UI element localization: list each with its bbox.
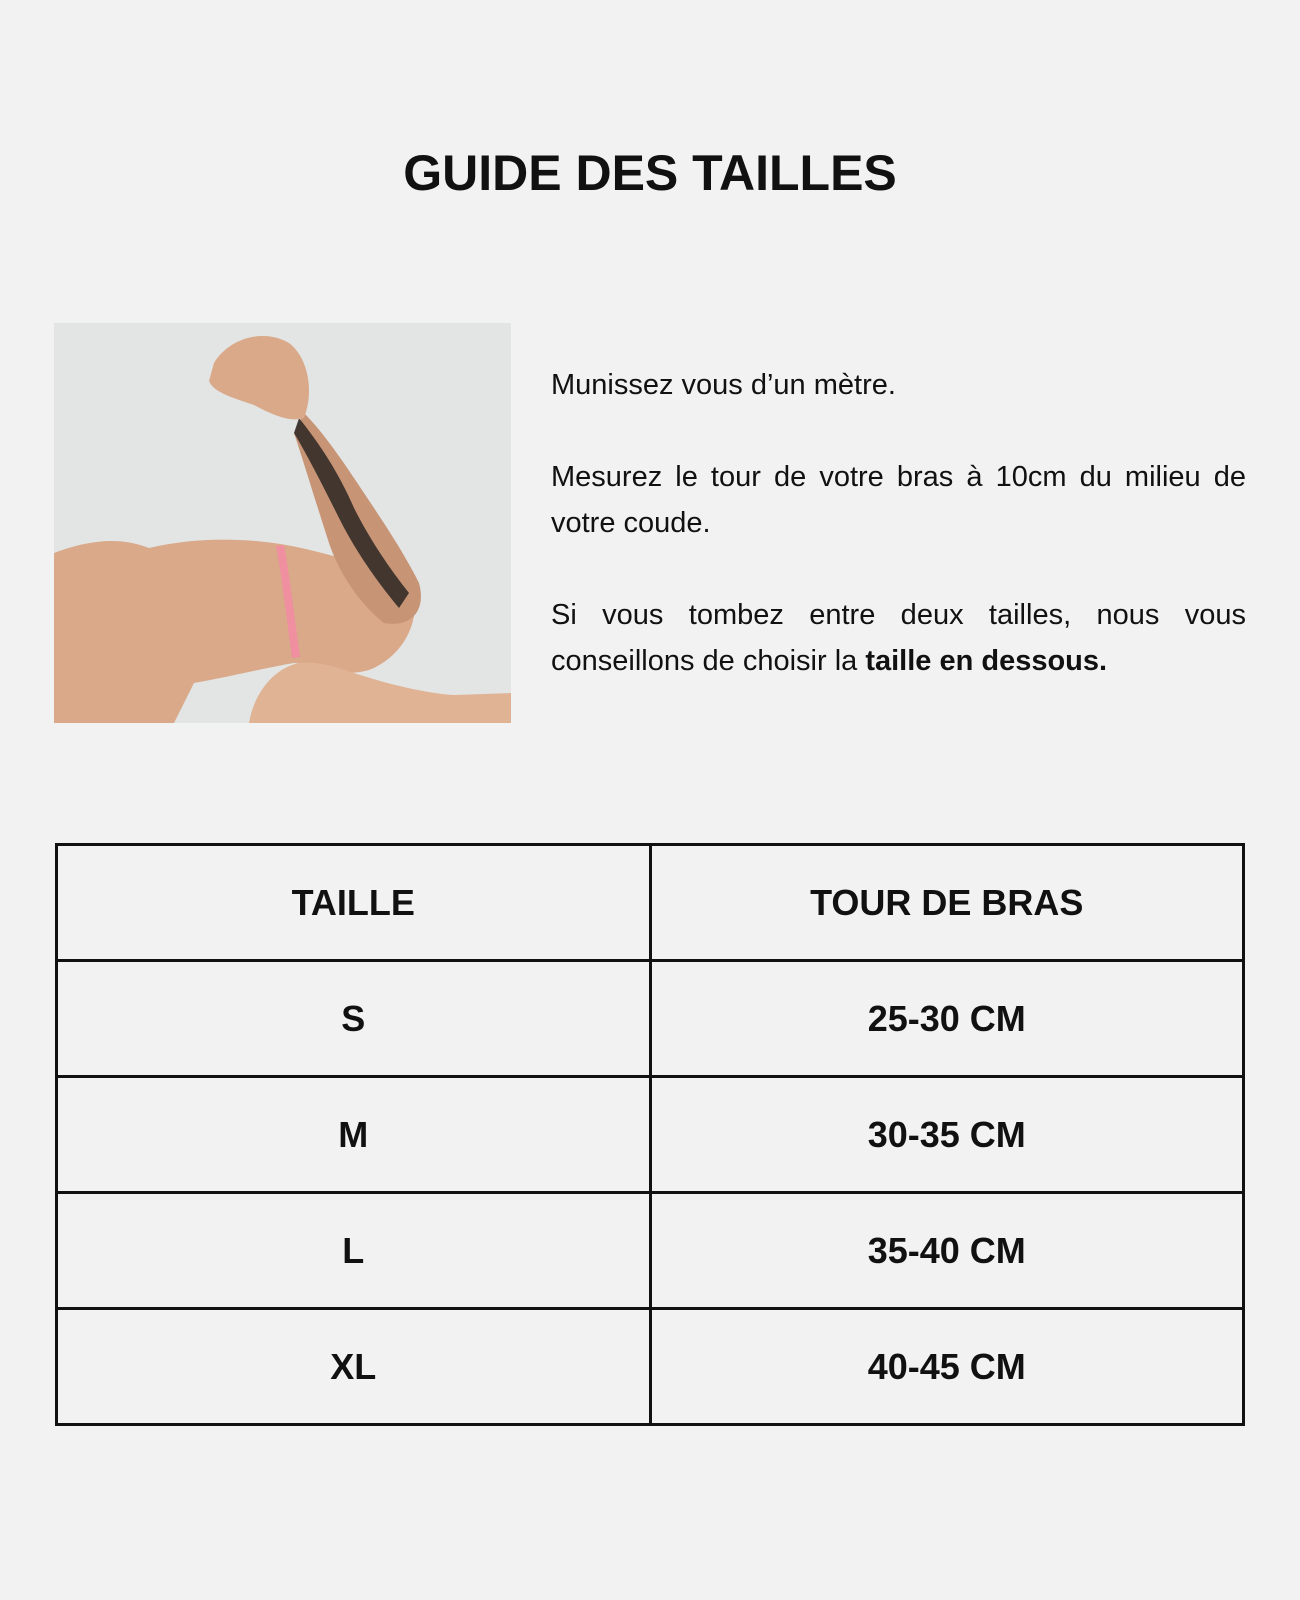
size-cell: S [57, 961, 651, 1077]
size-cell: L [57, 1193, 651, 1309]
size-cell: M [57, 1077, 651, 1193]
header-tour-de-bras: TOUR DE BRAS [650, 845, 1244, 961]
table-row [57, 961, 1244, 1077]
table-row [57, 1309, 1244, 1425]
measurement-cell: 25-30 CM [650, 961, 1244, 1077]
table-row [57, 1193, 1244, 1309]
size-table [55, 843, 1245, 1426]
arm-illustration [54, 323, 511, 723]
instruction-step-3 [551, 592, 1246, 684]
table-row [57, 1077, 1244, 1193]
instructions [551, 362, 1246, 684]
measurement-cell: 40-45 CM [650, 1309, 1244, 1425]
instruction-step-3-emphasis: taille en dessous. [865, 645, 1108, 677]
instruction-step-2: Mesurez le tour de votre bras à 10cm du milieu de votre coude. [551, 461, 1246, 539]
arm-measuring-photo [54, 323, 511, 723]
instruction-step-1: Munissez vous d’un mètre. [551, 369, 896, 401]
measurement-cell: 30-35 CM [650, 1077, 1244, 1193]
page-title: GUIDE DES TAILLES [403, 145, 897, 201]
measurement-cell: 35-40 CM [650, 1193, 1244, 1309]
table-header-row [57, 845, 1244, 961]
header-taille: TAILLE [57, 845, 651, 961]
instruction-step-3-text: Si vous tombez entre deux tailles, nous vous conseillons de choisir la [551, 599, 1246, 677]
size-cell: XL [57, 1309, 651, 1425]
